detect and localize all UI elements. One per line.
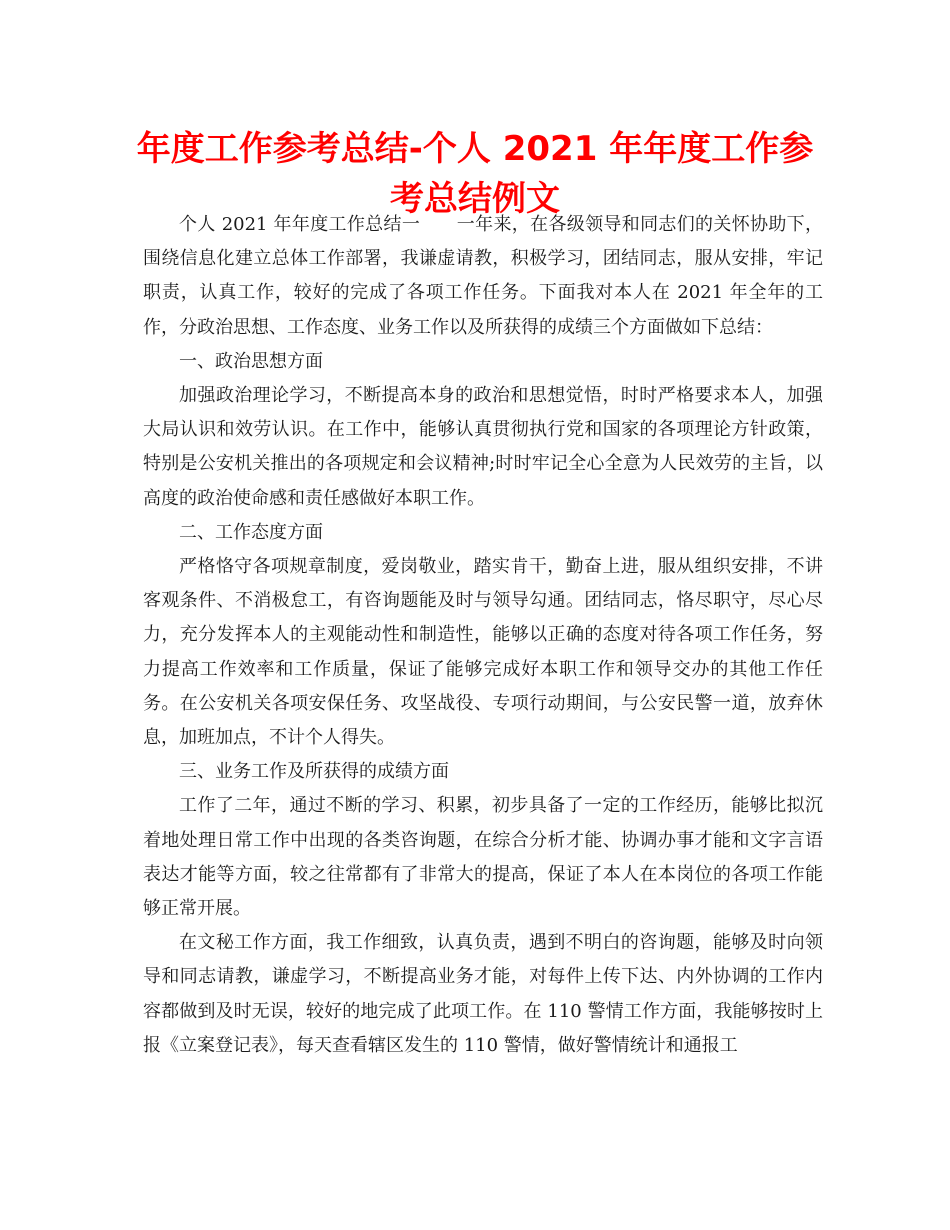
paragraph-secretarial: 在文秘工作方面，我工作细致，认真负责，遇到不明白的咨询题，能够及时向领导和同志请教，谦虚学习，不断提高业务才能，对每件上传下达、内外协调的工作内容都做到及时无误，较好的地完成了此项工作。在 110 警情工作方面，我能够按时上报《立案登记表》，每天查看辖区发生的 110 警情，做好警情统计和通报工 (143, 932, 823, 1056)
document-body (143, 208, 823, 1063)
paragraph-intro: 个人 2021 年年度工作总结一 一年来，在各级领导和同志们的关怀协助下，围绕信息化建立总体工作部署，我谦虚请教，积极学习，团结同志，服从安排，牢记职责，认真工作，较好的完成了各项工作任务。下面我对本人在 2021 年全年的工作，分政治思想、工作态度、业务工作以及所获得的成绩三个方面做如下总结： (143, 214, 823, 338)
document-title: 年度工作参考总结-个人 2021 年年度工作参考总结例文 (136, 129, 814, 219)
paragraph-political: 加强政治理论学习，不断提高本身的政治和思想觉悟，时时严格要求本人，加强大局认识和效劳认识。在工作中，能够认真贯彻执行党和国家的各项理论方针政策，特别是公安机关推出的各项规定和会议精神;时时牢记全心全意为人民效劳的主旨，以高度的政治使命感和责任感做好本职工作。 (143, 385, 823, 509)
section-heading-achievements: 三、业务工作及所获得的成绩方面 (179, 761, 449, 783)
section-heading-political: 一、政治思想方面 (179, 350, 323, 372)
section-heading-attitude: 二、工作态度方面 (179, 521, 323, 543)
paragraph-achievements: 工作了二年，通过不断的学习、积累，初步具备了一定的工作经历，能够比拟沉着地处理日常工作中出现的各类咨询题，在综合分析才能、协调办事才能和文字言语表达才能等方面，较之往常都有了非常大的提高，保证了本人在本岗位的各项工作能够正常开展。 (143, 795, 823, 920)
paragraph-attitude: 严格恪守各项规章制度，爱岗敬业，踏实肯干，勤奋上进，服从组织安排，不讲客观条件、不消极怠工，有咨询题能及时与领导勾通。团结同志，恪尽职守，尽心尽力，充分发挥本人的主观能动性和制造性，能够以正确的态度对待各项工作任务，努力提高工作效率和工作质量，保证了能够完成好本职工作和领导交办的其他工作任务。在公安机关各项安保任务、攻坚战役、专项行动期间，与公安民警一道，放弃休息，加班加点，不计个人得失。 (143, 556, 823, 749)
